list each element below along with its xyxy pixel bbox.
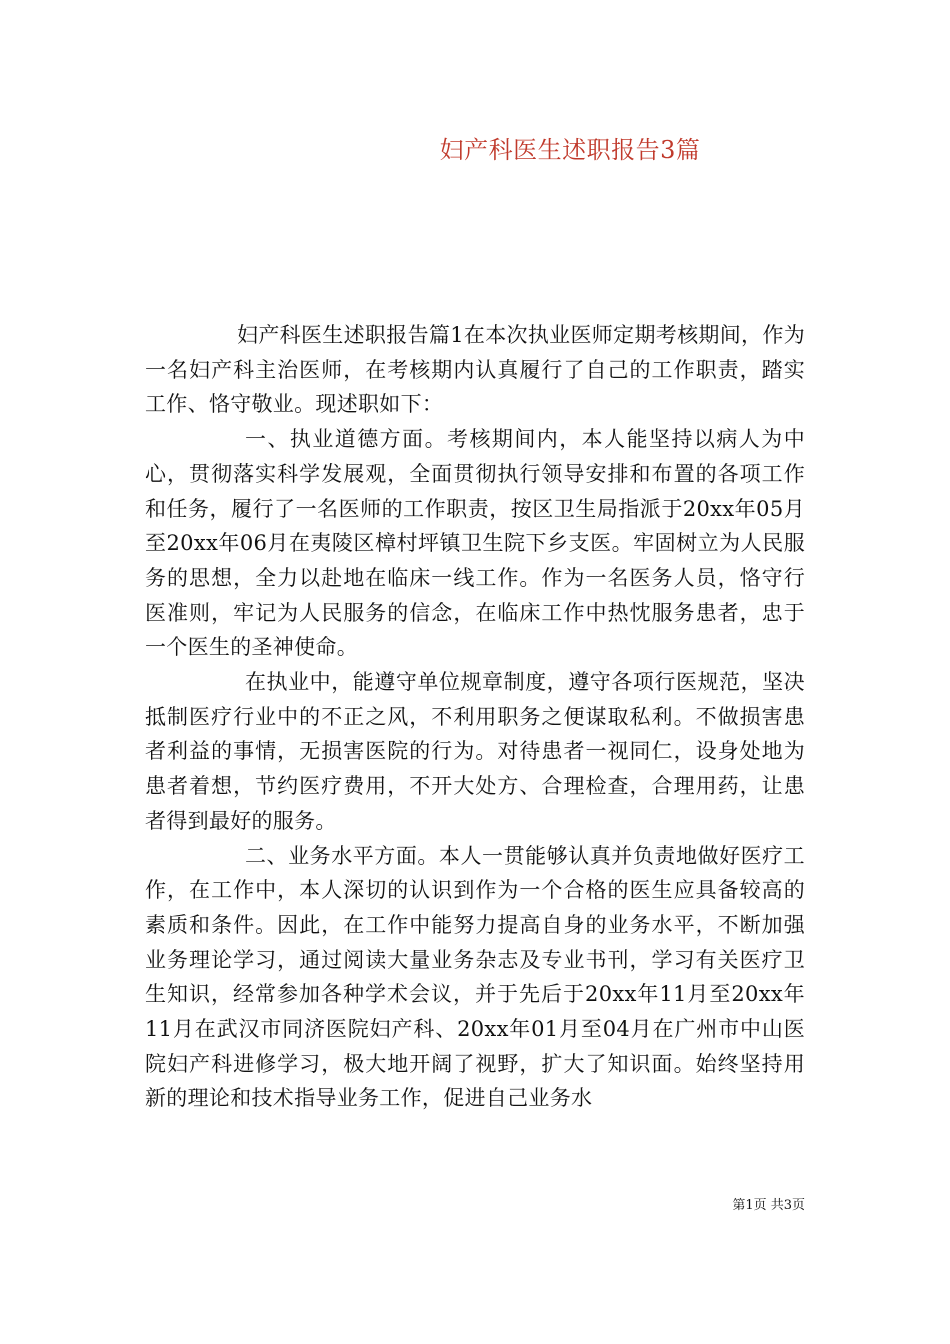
paragraph-skills: 二、业务水平方面。本人一贯能够认真并负责地做好医疗工作，在工作中，本人深切的认识到作为一个合格的医生应具备较高的素质和条件。因此，在工作中能努力提高自身的业务水平，不断加强业务理论学习，通过阅读大量业务杂志及专业书刊，学习有关医疗卫生知识，经常参加各种学术会议，并于先后于20xx年11月至20xx年11月在武汉市同济医院妇产科、20xx年01月至04月在广州市中山医院妇产科进修学习，极大地开阔了视野，扩大了知识面。始终坚持用新的理论和技术指导业务工作，促进自己业务水 bbox=[145, 843, 805, 1111]
document-body bbox=[145, 318, 805, 1116]
paragraph-intro: 妇产科医生述职报告篇1在本次执业医师定期考核期间，作为一名妇产科主治医师，在考核期内认真履行了自己的工作职责，踏实工作、恪守敬业。现述职如下： bbox=[145, 323, 805, 417]
paragraph-ethics: 一、执业道德方面。考核期间内，本人能坚持以病人为中心，贯彻落实科学发展观，全面贯彻执行领导安排和布置的各项工作和任务，履行了一名医师的工作职责，按区卫生局指派于20xx年05月至20xx年06月在夷陵区樟村坪镇卫生院下乡支医。牢固树立为人民服务的思想，全力以赴地在临床一线工作。作为一名医务人员，恪守行医准则，牢记为人民服务的信念，在临床工作中热忱服务患者，忠于一个医生的圣神使命。 bbox=[145, 427, 805, 660]
paragraph-conduct: 在执业中，能遵守单位规章制度，遵守各项行医规范，坚决抵制医疗行业中的不正之风，不利用职务之便谋取私利。不做损害患者利益的事情，无损害医院的行为。对待患者一视同仁，设身处地为患者着想，节约医疗费用，不开大处方、合理检查，合理用药，让患者得到最好的服务。 bbox=[145, 670, 805, 833]
document-title: 妇产科医生述职报告3篇 bbox=[439, 136, 701, 164]
page-number: 第1页 共3页 bbox=[732, 1198, 805, 1213]
